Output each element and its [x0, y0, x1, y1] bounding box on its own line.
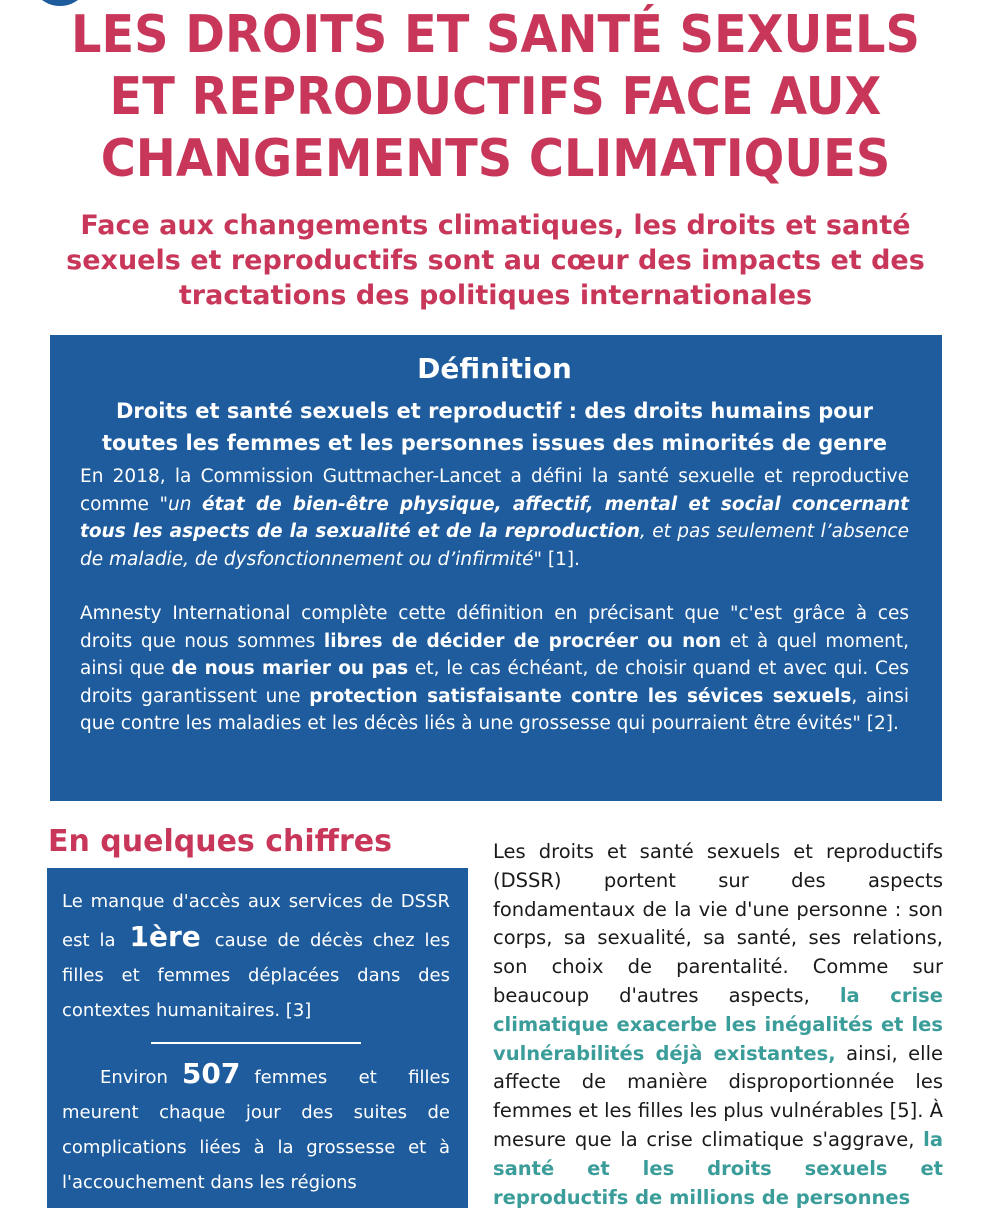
definition-paragraph-2 [80, 600, 909, 738]
stat-text: Le manque d'accès aux services de DSSR est la [62, 891, 450, 951]
stat-2 [62, 1056, 450, 1200]
page-subtitle: Face aux changements climatiques, les droits et santé sexuels et reproductifs sont au cœur des impacts et des tractations des politiques internationales [66, 210, 925, 311]
highlight: la santé et les droits sexuels et reproductifs de millions de personnes [493, 1127, 943, 1209]
text-run: Amnesty International complète cette définition en précisant que "c'est grâce à ces droits que nous sommes [80, 603, 909, 652]
text-run: et, le cas échéant, de choisir quand et avec qui. Ces droits garantissent une [80, 658, 909, 707]
text-run: ainsi, elle affecte de manière disproportionnée les femmes et les filles les plus vulnérables [5]. À mesure que la crise climatique s'aggrave, [493, 1041, 943, 1151]
quote-open: "un [159, 493, 202, 515]
text-run: et à quel moment, ainsi que [80, 630, 910, 679]
stat-number: 1ère [129, 920, 201, 953]
definition-paragraph-1 [80, 463, 909, 573]
text-run: En 2018, la Commission Guttmacher-Lancet a défini la santé sexuelle et reproductive comme [80, 466, 909, 515]
figures-box [47, 868, 468, 1208]
definition-subheading: Droits et santé sexuels et reproductif : des droits humains pour toutes les femmes et les personnes issues des minorités de genre [101, 399, 888, 455]
divider [151, 1042, 361, 1044]
emphasis: protection satisfaisante contre les sévices sexuels [309, 685, 852, 707]
citation: [1]. [542, 548, 580, 570]
stat-text: femmes et filles meurent chaque jour des suites de complications liées à la grossesse et à l'accouchement dans les régions [62, 1067, 450, 1193]
stat-1 [62, 884, 450, 1028]
emphasis: libres de décider de procréer ou non [323, 630, 722, 652]
definition-box [50, 335, 942, 801]
emphasis: état de bien-être physique, affectif, mental et social concernant tous les aspects de la sexualité et de la reproduction [80, 493, 909, 542]
body-paragraph [493, 838, 943, 1212]
text-run: , ainsi que contre les maladies et les décès liés à une grossesse qui pourraient être évités" [2]. [80, 685, 909, 734]
definition-heading: Définition [417, 352, 572, 385]
figures-heading: En quelques chiffres [48, 824, 392, 859]
page-title: LES DROITS ET SANTÉ SEXUELS ET REPRODUCTIFS FACE AUX CHANGEMENTS CLIMATIQUES [71, 5, 920, 189]
highlight: la crise climatique exacerbe les inégalités et les vulnérabilités déjà existantes, [493, 983, 943, 1065]
emphasis: de nous marier ou pas [171, 658, 409, 679]
stat-number: 507 [181, 1057, 241, 1090]
stat-text: cause de décès chez les filles et femmes déplacées dans des contextes humanitaires. [3] [62, 930, 450, 1021]
stat-text: Environ [100, 1067, 168, 1088]
text-run: Les droits et santé sexuels et reproductifs (DSSR) portent sur des aspects fondamentaux de la vie d'une personne : son corps, sa sexualité, sa santé, ses relations, son choix de parentalité. Comme sur beaucoup d'autres aspects, [493, 840, 943, 1007]
quote-rest: , et pas seulement l’absence de maladie, de dysfonctionnement ou d’infirmité" [80, 521, 909, 570]
